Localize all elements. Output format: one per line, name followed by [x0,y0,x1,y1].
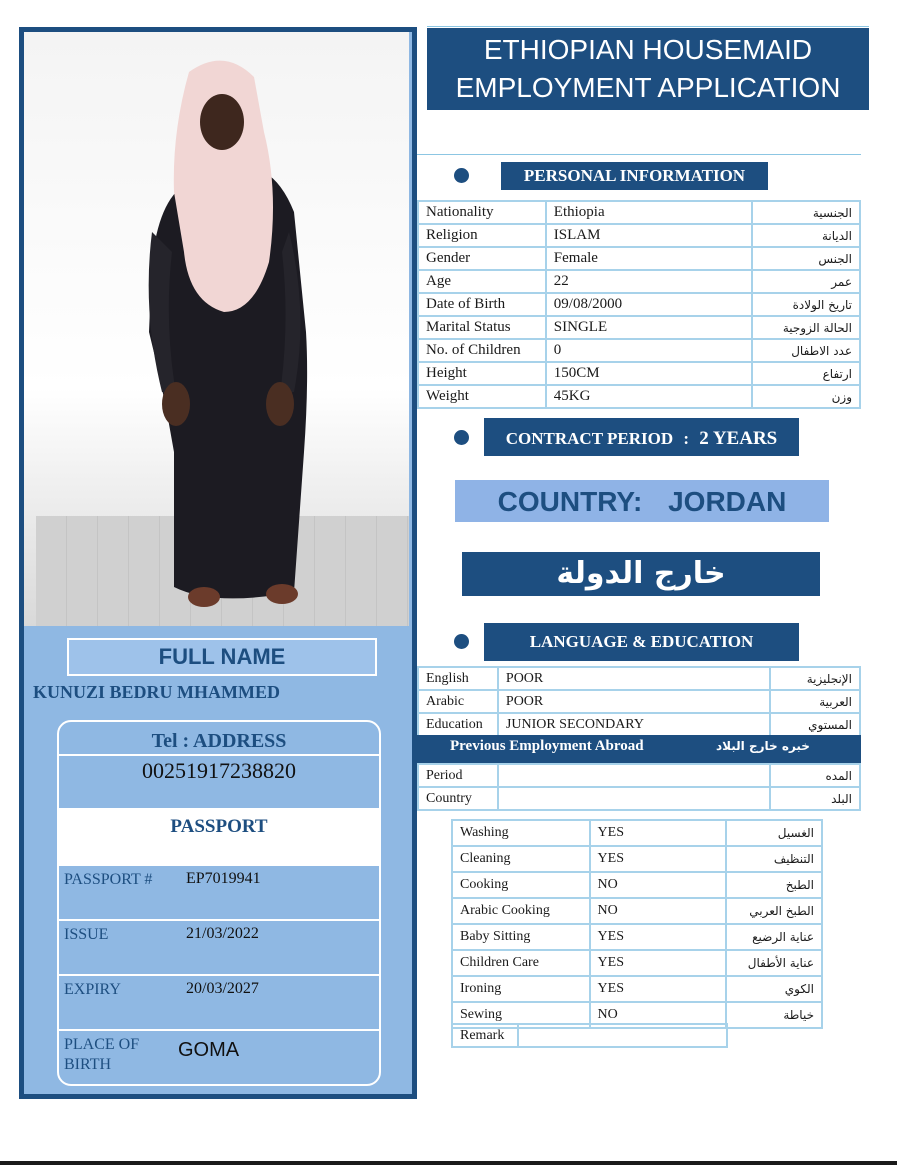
place-of-birth-value: GOMA [178,1039,240,1061]
row-arabic: الإنجليزية [770,667,860,690]
contract-period-label: CONTRACT PERIOD [505,429,674,448]
bullet-icon [454,430,469,445]
table-row [418,201,860,224]
row-label: Date of Birth [418,293,546,316]
country-label: COUNTRY: [497,486,643,517]
row-label: Arabic [418,690,498,713]
row-label: Cooking [452,872,590,898]
full-name-label: FULL NAME [67,638,377,676]
row-value: YES [590,924,727,950]
contract-period [484,418,799,456]
row-value: NO [590,872,727,898]
country-box [455,480,829,522]
personal-info-table [417,200,861,409]
table-row [452,950,822,976]
table-row [418,385,860,408]
form-title [427,28,869,110]
table-row [418,787,860,810]
form-title-line1: ETHIOPIAN HOUSEMAID [483,34,813,65]
row-value: POOR [498,667,770,690]
passport-number-row [59,866,379,921]
remark-label: Remark [452,1024,518,1047]
row-arabic: المده [770,764,860,787]
table-row [418,270,860,293]
row-value [498,787,770,810]
bottom-rule [0,1161,897,1165]
language-education-table [417,666,861,737]
issue-label: ISSUE [64,926,109,943]
place-of-birth-row [59,1031,379,1086]
row-label: Children Care [452,950,590,976]
tel-address-label: Tel : ADDRESS [59,722,379,756]
applicant-figure [24,32,409,626]
row-value: 0 [546,339,752,362]
row-arabic: عناية الرضيع [726,924,822,950]
contact-passport-card [57,720,381,1086]
row-arabic: عمر [752,270,860,293]
row-value: POOR [498,690,770,713]
table-row [418,224,860,247]
row-value: ISLAM [546,224,752,247]
contract-period-value: 2 YEARS [699,428,778,449]
row-value: SINGLE [546,316,752,339]
row-label: Education [418,713,498,736]
row-arabic: الجنس [752,247,860,270]
applicant-photo [24,32,409,626]
row-arabic: الديانة [752,224,860,247]
expiry-label: EXPIRY [64,981,121,998]
row-label: Sewing [452,1002,590,1028]
row-label: Cleaning [452,846,590,872]
previous-employment-arabic: خبره خارج البلاد [716,739,810,753]
remark-row [452,1024,727,1047]
row-arabic: عناية الأطفال [726,950,822,976]
row-arabic: البلد [770,787,860,810]
row-arabic: ارتفاع [752,362,860,385]
row-arabic: التنظيف [726,846,822,872]
row-label: Baby Sitting [452,924,590,950]
table-row [418,667,860,690]
tel-value: 00251917238820 [59,756,379,810]
row-label: Arabic Cooking [452,898,590,924]
section-divider [417,154,861,155]
contract-period-separator: : [683,429,690,448]
row-label: Washing [452,820,590,846]
issue-row [59,921,379,976]
row-value: YES [590,820,727,846]
row-arabic: خياطة [726,1002,822,1028]
bullet-icon [454,168,469,183]
row-arabic: الجنسية [752,201,860,224]
bullet-icon [454,634,469,649]
row-value: 09/08/2000 [546,293,752,316]
table-row [418,713,860,736]
issue-value: 21/03/2022 [186,925,259,942]
previous-employment-label: Previous Employment Abroad [450,738,644,754]
table-row [452,898,822,924]
row-value: JUNIOR SECONDARY [498,713,770,736]
row-label: Ironing [452,976,590,1002]
table-row [418,690,860,713]
passport-number-value: EP7019941 [186,870,261,887]
row-arabic: عدد الاطفال [752,339,860,362]
row-label: Age [418,270,546,293]
table-row [452,924,822,950]
row-arabic: الطبخ العربي [726,898,822,924]
row-value: YES [590,976,727,1002]
row-arabic: الغسيل [726,820,822,846]
row-value: 22 [546,270,752,293]
table-row [418,293,860,316]
row-label: No. of Children [418,339,546,362]
table-row [418,247,860,270]
row-value: Female [546,247,752,270]
personal-info-heading: PERSONAL INFORMATION [501,162,768,190]
expiry-row [59,976,379,1031]
row-value: YES [590,846,727,872]
row-arabic: الكوي [726,976,822,1002]
table-row [418,362,860,385]
passport-heading: PASSPORT [59,810,379,866]
row-label: Nationality [418,201,546,224]
row-arabic: الطبخ [726,872,822,898]
form-title-line2: EMPLOYMENT APPLICATION [455,72,841,103]
row-arabic: تاريخ الولادة [752,293,860,316]
row-arabic: العربية [770,690,860,713]
expiry-value: 20/03/2027 [186,980,259,997]
place-of-birth-label: PLACE OF BIRTH [64,1036,140,1073]
row-label: Period [418,764,498,787]
top-divider [427,26,869,27]
row-arabic: الحالة الزوجية [752,316,860,339]
row-label: Gender [418,247,546,270]
table-row [418,316,860,339]
row-value: NO [590,898,727,924]
remark-table [451,1023,728,1048]
row-label: Marital Status [418,316,546,339]
table-row [452,976,822,1002]
row-label: English [418,667,498,690]
row-value: Ethiopia [546,201,752,224]
previous-employment-heading [412,735,861,763]
row-value: 45KG [546,385,752,408]
previous-employment-table [417,763,861,811]
remark-value [518,1024,727,1047]
country-value: JORDAN [668,486,787,517]
row-label: Country [418,787,498,810]
row-value: YES [590,950,727,976]
row-label: Religion [418,224,546,247]
row-value: 150CM [546,362,752,385]
skills-table [451,819,823,1029]
row-label: Weight [418,385,546,408]
full-name-value: KUNUZI BEDRU MHAMMED [33,682,280,702]
row-arabic: وزن [752,385,860,408]
row-value: NO [590,1002,727,1028]
table-row [452,846,822,872]
language-education-heading: LANGUAGE & EDUCATION [484,623,799,661]
outside-country-banner: خارج الدولة [462,552,820,596]
row-value [498,764,770,787]
table-row [452,872,822,898]
table-row [418,764,860,787]
table-row [452,820,822,846]
passport-number-label: PASSPORT # [64,871,153,888]
table-row [418,339,860,362]
row-label: Height [418,362,546,385]
row-arabic: المستوي [770,713,860,736]
